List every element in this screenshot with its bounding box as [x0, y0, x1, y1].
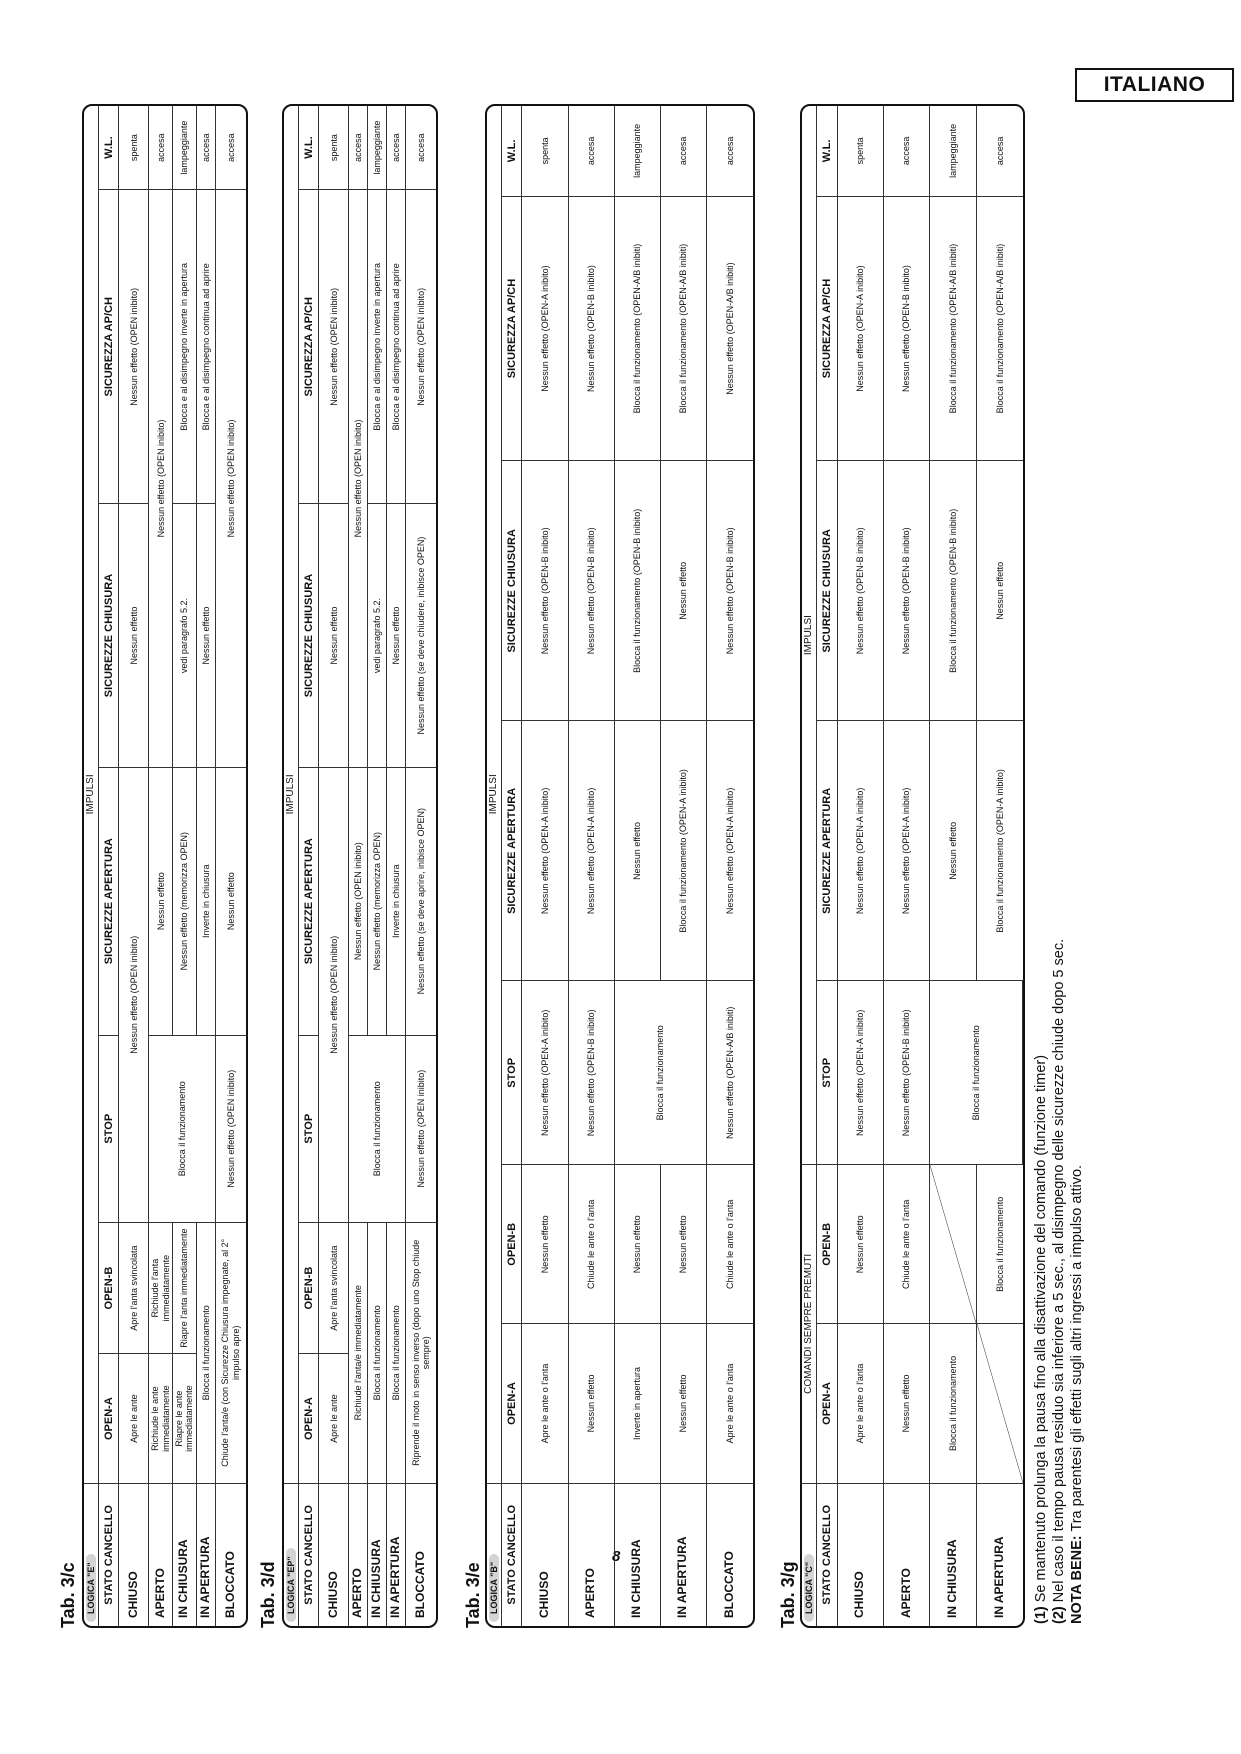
cell-open-a: Apre le ante: [119, 1353, 149, 1482]
col-sicurezza-apch: SICUREZZA AP/CH: [817, 196, 837, 461]
cell-open-a: Nessun effetto: [569, 1323, 615, 1482]
logic-e-table: [82, 104, 248, 1628]
col-sicurezze-chiusura: SICUREZZE CHIUSURA: [99, 503, 119, 766]
cell-open-b: Chiude le ante o l'anta: [707, 1164, 753, 1323]
cell-open-b: Richiude l'anta immediatamente: [149, 1222, 173, 1354]
cell-open-b: Chiude le ante o l'anta: [884, 1164, 930, 1323]
row-state-chiuso: CHIUSO: [522, 1483, 568, 1626]
cell-open-a: Blocca il funzionamento: [930, 1323, 976, 1482]
impulsi-header: IMPULSI: [487, 106, 502, 1483]
language-label: ITALIANO: [1075, 68, 1234, 102]
cell-open-a: Inverte in apertura: [615, 1323, 661, 1482]
cell-sic-ch-apch: Nessun effetto (OPEN inibito): [149, 189, 173, 766]
logic-c-table: [800, 104, 1025, 1628]
cell-open-a-crossed: [977, 1323, 1023, 1482]
cell-wl: accesa: [569, 106, 615, 196]
col-sicurezze-apertura: SICUREZZE APERTURA: [99, 767, 119, 1035]
cell-wl: accesa: [884, 106, 930, 196]
cell-sic-ap: Inverte in chiusura: [197, 767, 216, 1035]
footnote-1-text: Se mantenuto prolunga la pausa fino alla disattivazione del comando (funzione timer): [1033, 1054, 1049, 1603]
table-title: Tab. 3/e: [463, 1562, 483, 1628]
logic-tag: LOGICA "B": [489, 1554, 499, 1622]
cell-open-ab: Blocca il funzionamento: [368, 1222, 387, 1483]
cell-open-ab: Riprende il moto in senso inverso (dopo uno Stop chiude sempre): [406, 1222, 436, 1483]
cell-wl: accesa: [994, 136, 1005, 166]
logic-label-cell: [84, 1483, 99, 1626]
cell-open-ab: Chiude l'anta/e (con Sicurezze Chiusura impegnate, al 2° impulso apre): [216, 1222, 246, 1483]
cell-sic-apch: Blocca e al disimpegno inverte in apertura: [368, 189, 387, 503]
col-open-b: OPEN-B: [99, 1222, 119, 1354]
cell-stop: Nessun effetto (OPEN-A inibito): [838, 980, 884, 1164]
cell-sic-ap: Nessun effetto (memorizza OPEN): [368, 767, 387, 1035]
cell-wl: spenta: [522, 106, 568, 196]
cell-stop: Blocca il funzionamento: [615, 980, 707, 1164]
cell-stop: Blocca il funzionamento: [349, 1035, 406, 1222]
row-state-bloccato: BLOCCATO: [216, 1483, 246, 1626]
logic-ep-table: [282, 104, 438, 1628]
cell-stop-sic-ap: Nessun effetto (OPEN inibito): [119, 767, 149, 1222]
cell-wl: lampeggiante: [173, 106, 197, 189]
cell-sic-ap: Nessun effetto (OPEN-A inibito): [707, 720, 753, 980]
cell-sic-apch: Nessun effetto (OPEN-A/B inibiti): [707, 196, 753, 461]
row-state-in-apertura: IN APERTURA: [977, 1483, 1023, 1626]
col-open-a: OPEN-A: [502, 1323, 522, 1482]
nota-bene: [1068, 939, 1086, 1624]
cell-open-b: Apre l'anta svincolata: [119, 1222, 149, 1354]
row-state-in-chiusura: IN CHIUSURA: [930, 1483, 976, 1626]
cell-sic-apch: Nessun effetto (OPEN-B inibito): [884, 196, 930, 461]
footnote-2: [1050, 939, 1068, 1624]
table-title: Tab. 3/d: [258, 1561, 278, 1628]
cell-sic-ap: Nessun effetto (OPEN-A inibito): [884, 720, 930, 980]
cell-sic-ap: Blocca il funzionamento (OPEN-A inibito): [661, 720, 707, 980]
cell-sic-ch: Nessun effetto (OPEN-B inibito): [707, 460, 753, 720]
nota-bene-text: Tra parentesi gli effetti sugli altri ingressi a impulso attivo.: [1069, 1164, 1085, 1532]
cell-sic-ap: Nessun effetto (OPEN inibito): [349, 767, 368, 1035]
row-state-in-apertura: IN APERTURA: [197, 1483, 216, 1626]
col-stato-cancello: STATO CANCELLO: [299, 1483, 319, 1626]
row-state-in-chiusura: IN CHIUSURA: [368, 1483, 387, 1626]
cell-sic-ch: Nessun effetto: [197, 503, 216, 766]
cell-open-a: Nessun effetto: [661, 1323, 707, 1482]
cell-wl: lampeggiante: [368, 106, 387, 189]
col-open-b: OPEN-B: [299, 1222, 319, 1354]
cell-wl: accesa: [225, 133, 236, 162]
cell-sic-ch: Nessun effetto (OPEN-B inibito): [522, 460, 568, 720]
cell-open-b: Nessun effetto: [838, 1164, 884, 1323]
footnote-1: [1032, 939, 1050, 1624]
cell-open-a: Apre le ante o l'anta: [838, 1323, 884, 1482]
col-open-b: OPEN-B: [817, 1164, 837, 1323]
cell-open-a: Riapre le ante immediatamente: [173, 1353, 197, 1482]
cell-wl: accesa: [724, 136, 735, 166]
row-state-aperto: APERTO: [569, 1483, 615, 1626]
cell-sic-ch: Blocca il funzionamento (OPEN-B inibito): [615, 460, 661, 720]
col-stop: STOP: [99, 1035, 119, 1222]
cell-stop: Nessun effetto (OPEN-B inibito): [884, 980, 930, 1164]
cell-stop: Nessun effetto (OPEN inibito): [216, 1035, 246, 1222]
col-stato-cancello: STATO CANCELLO: [99, 1483, 119, 1626]
cell-open-ab: Blocca il funzionamento: [387, 1222, 406, 1483]
cell-open-a: Richiude le ante immediatamente: [149, 1353, 173, 1482]
cell-sic-ch: vedi paragrafo 5.2.: [368, 503, 387, 766]
cell-sic-ap: Nessun effetto (OPEN-A inibito): [569, 720, 615, 980]
cell-open-ab: Blocca il funzionamento: [197, 1222, 216, 1483]
cell-sic-apch: Blocca il funzionamento (OPEN-A/B inibiti): [615, 196, 661, 461]
cell-stop: Nessun effetto (OPEN inibito): [406, 1035, 436, 1222]
row-state-in-chiusura: IN CHIUSURA: [173, 1483, 197, 1626]
cell-wl: accesa: [197, 106, 216, 189]
logic-b-table: [485, 104, 755, 1628]
cell-sic-ap: Nessun effetto: [615, 720, 661, 980]
col-sicurezza-apch: SICUREZZA AP/CH: [99, 189, 119, 503]
row-state-chiuso: CHIUSO: [319, 1483, 349, 1626]
cell-wl: accesa: [416, 133, 427, 162]
row-state-chiuso: CHIUSO: [838, 1483, 884, 1626]
footnote-2-text: Nel caso il tempo pausa residuo sia inferiore a 5 sec., al disimpegno delle sicurezze chiude dopo 5 sec.: [1051, 938, 1067, 1603]
logic-label-cell: [487, 1483, 502, 1626]
cell-open-a: Apre le ante o l'anta: [707, 1323, 753, 1482]
nota-bene-label: NOTA BENE:: [1069, 1535, 1085, 1624]
cell-sic-ap: Nessun effetto (OPEN-A inibito): [522, 720, 568, 980]
cell-sic-ap: Nessun effetto (memorizza OPEN): [173, 767, 197, 1035]
cell-wl: accesa: [149, 106, 173, 189]
cell-sic-apch: Nessun effetto (OPEN inibito): [119, 189, 149, 503]
cell-open-b: Chiude le ante o l'anta: [569, 1164, 615, 1323]
cell-sic-ap: Nessun effetto: [149, 767, 173, 1035]
col-wl: W.L.: [817, 106, 837, 196]
cell-wl: accesa: [349, 106, 368, 189]
footnote-1-marker: (1): [1033, 1606, 1049, 1624]
cell-open-b: Blocca il funzionamento: [977, 1164, 1023, 1323]
page-number: 8: [612, 1548, 621, 1565]
col-wl: W.L.: [502, 106, 522, 196]
comandi-sempre-premuti-header: COMANDI SEMPRE PREMUTI: [802, 1164, 817, 1482]
cell-open-b: Apre l'anta svincolata: [319, 1222, 349, 1354]
row-state-aperto: APERTO: [149, 1483, 173, 1626]
cell-wl: spenta: [838, 106, 884, 196]
cell-open-a: Nessun effetto: [884, 1323, 930, 1482]
cell-sic-ch: Nessun effetto: [319, 503, 349, 766]
cell-stop: Blocca il funzionamento: [930, 980, 1023, 1164]
cell-open-a: Apre le ante o l'anta: [522, 1323, 568, 1482]
col-sicurezze-apertura: SICUREZZE APERTURA: [817, 720, 837, 980]
cell-sic-apch: Blocca e al disimpegno continua ad aprire: [387, 189, 406, 503]
row-state-aperto: APERTO: [884, 1483, 930, 1626]
col-stop: STOP: [817, 980, 837, 1164]
col-stato-cancello: STATO CANCELLO: [502, 1483, 522, 1626]
cell-sic-apch: Blocca e al disimpegno inverte in apertura: [173, 189, 197, 503]
col-open-b: OPEN-B: [502, 1164, 522, 1323]
cell-wl: spenta: [119, 106, 149, 189]
cell-stop: Nessun effetto (OPEN-A/B inibiti): [707, 980, 753, 1164]
col-wl: W.L.: [99, 106, 119, 189]
footnotes: [1032, 939, 1086, 1624]
logic-tag: LOGICA "C": [804, 1554, 814, 1622]
cell-sic-ch-apch: Nessun effetto (OPEN inibito): [349, 189, 368, 766]
col-sicurezze-chiusura: SICUREZZE CHIUSURA: [299, 503, 319, 766]
cell-sic-ap: Nessun effetto: [930, 720, 976, 980]
row-state-bloccato: BLOCCATO: [406, 1483, 436, 1626]
col-open-a: OPEN-A: [299, 1353, 319, 1482]
logic-label-cell: [284, 1483, 299, 1626]
table-title: Tab. 3/c: [58, 1562, 78, 1628]
cell-open-b: Nessun effetto: [522, 1164, 568, 1323]
cell-sic-ap: Blocca il funzionamento (OPEN-A inibito): [977, 720, 1023, 980]
cell-open-b: Nessun effetto: [615, 1164, 661, 1323]
cell-sic-apch: Nessun effetto (OPEN-A inibito): [838, 196, 884, 461]
col-sicurezze-apertura: SICUREZZE APERTURA: [299, 767, 319, 1035]
cell-stop: Nessun effetto (OPEN-A inibito): [522, 980, 568, 1164]
cell-wl: lampeggiante: [930, 106, 976, 196]
col-sicurezze-apertura: SICUREZZE APERTURA: [502, 720, 522, 980]
cell-sic-apch: Nessun effetto (OPEN inibito): [319, 189, 349, 503]
cell-stop: Nessun effetto (OPEN-B inibito): [569, 980, 615, 1164]
impulsi-header: IMPULSI: [284, 106, 299, 1483]
cell-sic-ap: Inverte in chiusura: [387, 767, 406, 1035]
cell-sic-apch: Blocca il funzionamento (OPEN-A/B inibiti): [930, 196, 976, 461]
row-state-bloccato: BLOCCATO: [707, 1483, 753, 1626]
col-stop: STOP: [299, 1035, 319, 1222]
impulsi-header: IMPULSI: [802, 106, 817, 1164]
cell-sic-ch: Blocca il funzionamento (OPEN-B inibito): [930, 460, 976, 720]
col-open-a: OPEN-A: [817, 1323, 837, 1482]
cell-stop: Blocca il funzionamento: [149, 1035, 215, 1222]
cell-wl: accesa: [387, 106, 406, 189]
logic-label-cell: [802, 1483, 817, 1626]
cell-sic-ch: Nessun effetto (OPEN-B inibito): [569, 460, 615, 720]
impulsi-header: IMPULSI: [84, 106, 99, 1483]
col-sicurezze-chiusura: SICUREZZE CHIUSURA: [817, 460, 837, 720]
cell-open-b: Nessun effetto: [661, 1164, 707, 1323]
cell-open-ab: Richiude l'anta/e immediatamente: [349, 1222, 368, 1483]
cell-sic-apch: Blocca il funzionamento (OPEN-A/B inibiti): [661, 196, 707, 461]
cell-sic-apch: Blocca il funzionamento (OPEN-A/B inibiti): [977, 196, 1023, 461]
cell-sic-ap: Nessun effetto (OPEN-A inibito): [838, 720, 884, 980]
cell-sic-ch: Nessun effetto: [661, 460, 707, 720]
cell-sic-apch: Blocca e al disimpegno continua ad aprire: [197, 189, 216, 503]
cell-open-a: Apre le ante: [319, 1353, 349, 1482]
cell-sic-ch: Nessun effetto (OPEN-B inibito): [884, 460, 930, 720]
table-title: Tab. 3/g: [778, 1561, 798, 1628]
cell-stop-sic-ap: Nessun effetto (OPEN inibito): [319, 767, 349, 1222]
cell-sic-apch: Nessun effetto (OPEN-B inibito): [569, 196, 615, 461]
row-state-in-apertura: IN APERTURA: [387, 1483, 406, 1626]
cell-sic-apch: Nessun effetto (OPEN-A inibito): [522, 196, 568, 461]
col-stop: STOP: [502, 980, 522, 1164]
cell-sic-ch: Nessun effetto: [387, 503, 406, 766]
cell-wl: accesa: [661, 106, 707, 196]
cell-sic-ch: Nessun effetto (se deve chiudere, inibisce OPEN): [406, 503, 436, 766]
cell-sic-ch: Nessun effetto: [977, 460, 1023, 720]
logic-tag: LOGICA "E": [86, 1554, 96, 1622]
row-state-in-chiusura: IN CHIUSURA: [615, 1483, 661, 1626]
col-sicurezza-apch: SICUREZZA AP/CH: [502, 196, 522, 461]
cell-sic-ap: Nessun effetto: [216, 767, 246, 1035]
row-state-aperto: APERTO: [349, 1483, 368, 1626]
cell-wl: lampeggiante: [615, 106, 661, 196]
row-state-in-apertura: IN APERTURA: [661, 1483, 707, 1626]
cell-sic-apch: Nessun effetto (OPEN inibito): [406, 189, 436, 503]
cell-open-b-crossed: [930, 1164, 976, 1323]
logic-tag: LOGICA "EP": [286, 1548, 296, 1622]
cell-sic-ch-apch: Nessun effetto (OPEN inibito): [216, 189, 246, 766]
row-state-chiuso: CHIUSO: [119, 1483, 149, 1626]
footnote-2-marker: (2): [1051, 1606, 1067, 1624]
cell-sic-ch: vedi paragrafo 5.2.: [173, 503, 197, 766]
col-stato-cancello: STATO CANCELLO: [817, 1483, 837, 1626]
cell-sic-ch: Nessun effetto (OPEN-B inibito): [838, 460, 884, 720]
cell-wl: spenta: [319, 106, 349, 189]
col-sicurezza-apch: SICUREZZA AP/CH: [299, 189, 319, 503]
cell-sic-ch: Nessun effetto: [119, 503, 149, 766]
col-open-a: OPEN-A: [99, 1353, 119, 1482]
cell-open-b: Riapre l'anta immediatamente: [173, 1222, 197, 1354]
col-sicurezze-chiusura: SICUREZZE CHIUSURA: [502, 460, 522, 720]
col-wl: W.L.: [299, 106, 319, 189]
cell-sic-ap: Nessun effetto (se deve aprire, inibisce OPEN): [406, 767, 436, 1035]
